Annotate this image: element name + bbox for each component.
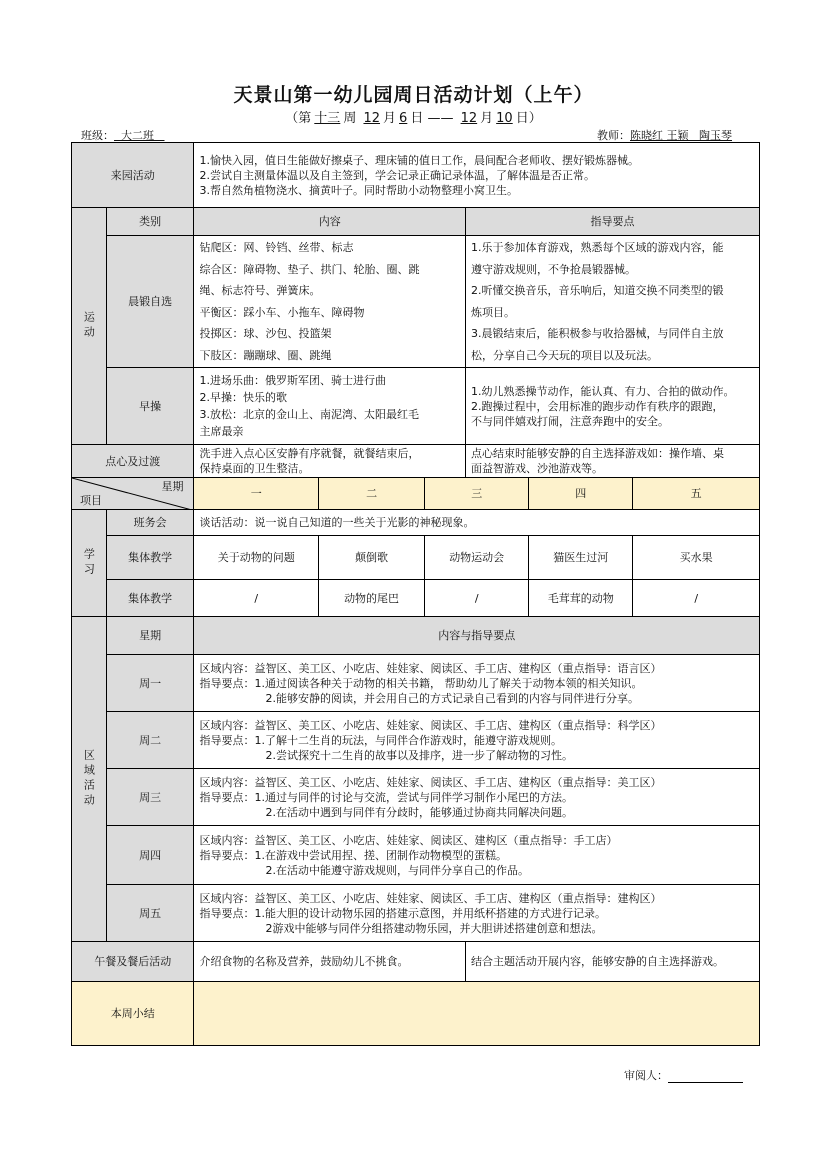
meeting-content: 谈话活动：说一说自己知道的一些关于光影的神秘现象。 (194, 510, 760, 536)
weekday-fri: 五 (633, 478, 760, 510)
lunch-left: 介绍食物的名称及营养，鼓励幼儿不挑食。 (194, 942, 465, 982)
category-header: 类别 (106, 208, 194, 236)
exercise-header-row (72, 208, 760, 236)
group1-fri: 买水果 (633, 536, 760, 580)
weekday-wed: 三 (425, 478, 529, 510)
area-section-label: 区域活动 (72, 617, 107, 942)
area-row (72, 655, 760, 712)
summary-row (72, 982, 760, 1046)
group1-tue: 颠倒歌 (319, 536, 425, 580)
arrival-row (72, 143, 760, 208)
area-day-content: 区域内容：益智区、美工区、小吃店、娃娃家、阅读区、建构区（重点指导：手工店） 指导要点：1.在游戏中尝试用捏、搓、团制作动物模型的蛋糕。 2.在活动中能遵守游戏规则，与同伴分享自己的作品。 (194, 826, 760, 885)
area-content-header: 内容与指导要点 (194, 617, 760, 655)
group2-thu: 毛茸茸的动物 (529, 580, 633, 617)
group2-tue: 动物的尾巴 (319, 580, 425, 617)
lunch-label: 午餐及餐后活动 (72, 942, 194, 982)
drill-guide: 1.幼儿熟悉操节动作，能认真、有力、合拍的做动作。 2.跑操过程中，会用标准的跑步动作有秩序的跟跑， 不与同伴嬉戏打闹，注意奔跑中的安全。 (465, 368, 759, 445)
area-day-content: 区域内容：益智区、美工区、小吃店、娃娃家、阅读区、手工店、建构区（重点指导：语言区） 指导要点：1.通过阅读各种关于动物的相关书籍， 帮助幼儿了解关于动物本领的相关知识。 2.能够安静的阅读，并会用自己的方式记录自己看到的内容与同伴进行分享。 (194, 655, 760, 712)
area-day-label: 周一 (106, 655, 194, 712)
area-day-label: 周二 (106, 712, 194, 769)
summary-content[interactable] (194, 982, 760, 1046)
arrival-content: 1.愉快入园，值日生能做好擦桌子、理床铺的值日工作，晨间配合老师收、摆好锻炼器械。 2.尝试自主测量体温以及自主签到，学会记录正确记录体温，了解体温是否正常。 3.帮自然角植物浇水、摘黄叶子。同时帮助小动物整理小窝卫生。 (194, 143, 760, 208)
area-day-label: 周五 (106, 885, 194, 942)
reviewer-signature: 审阅人： (624, 1067, 743, 1083)
weekday-tue: 二 (319, 478, 425, 510)
group-teaching-row-1 (72, 536, 760, 580)
area-day-content: 区域内容：益智区、美工区、小吃店、娃娃家、阅读区、手工店、建构区（重点指导：建构区） 指导要点：1.能大胆的设计动物乐园的搭建示意图，并用纸杯搭建的方式进行记录。 2游戏中能够与同伴分组搭建动物乐园，并大胆讲述搭建创意和想法。 (194, 885, 760, 942)
morning-row (72, 236, 760, 368)
weekday-header-row (72, 478, 760, 510)
meeting-row (72, 510, 760, 536)
group2-label: 集体教学 (106, 580, 194, 617)
weekday-corner: 星期 项目 (72, 478, 194, 510)
group2-fri: / (633, 580, 760, 617)
area-row (72, 769, 760, 826)
drill-row (72, 368, 760, 445)
area-day-label: 周三 (106, 769, 194, 826)
plan-table (71, 142, 760, 1046)
snack-right: 点心结束时能够安静的自主选择游戏如：操作墙、桌 面益智游戏、沙池游戏等。 (465, 445, 759, 478)
group2-mon: / (194, 580, 319, 617)
area-day-content: 区域内容：益智区、美工区、小吃店、娃娃家、阅读区、手工店、建构区（重点指导：科学区） 指导要点：1.了解十二生肖的玩法，与同伴合作游戏时，能遵守游戏规则。 2.尝试探究十二生肖的故事以及排序，进一步了解动物的习性。 (194, 712, 760, 769)
summary-label: 本周小结 (72, 982, 194, 1046)
area-header-row (72, 617, 760, 655)
study-section-label: 学习 (72, 510, 107, 617)
morning-label: 晨锻自选 (106, 236, 194, 368)
morning-content: 钻爬区：网、铃铛、丝带、标志 综合区：障碍物、垫子、拱门、轮胎、圈、跳 绳、标志符号、弹簧床。 平衡区：踩小车、小拖车、障碍物 投掷区：球、沙包、投篮架 下肢区：蹦蹦球、圈、跳绳 (194, 236, 465, 368)
exercise-section-label: 运动 (72, 208, 107, 445)
group1-mon: 关于动物的问题 (194, 536, 319, 580)
snack-row (72, 445, 760, 478)
meeting-label: 班务会 (106, 510, 194, 536)
group1-wed: 动物运动会 (425, 536, 529, 580)
drill-label: 早操 (106, 368, 194, 445)
arrival-label: 来园活动 (72, 143, 194, 208)
area-week-header: 星期 (106, 617, 194, 655)
area-row (72, 826, 760, 885)
teacher-info: 教师：陈晓红 王颖 陶玉琴 (597, 129, 732, 142)
weekday-thu: 四 (529, 478, 633, 510)
group2-wed: / (425, 580, 529, 617)
area-row (72, 885, 760, 942)
morning-guide: 1.乐于参加体育游戏，熟悉每个区域的游戏内容，能 遵守游戏规则，不争抢晨锻器械。 2.听懂交换音乐，音乐响后，知道交换不同类型的锻 炼项目。 3.晨锻结束后，能积极参与收拾器械，与同伴自主放 松，分享自己今天玩的项目以及玩法。 (465, 236, 759, 368)
group1-thu: 猫医生过河 (529, 536, 633, 580)
class-info: 班级： 大二班 (81, 129, 154, 142)
drill-content: 1.进场乐曲：俄罗斯军团、骑士进行曲 2.早操：快乐的歌 3.放松：北京的金山上、南泥湾、太阳最红毛 主席最亲 (194, 368, 465, 445)
group1-label: 集体教学 (106, 536, 194, 580)
area-day-label: 周四 (106, 826, 194, 885)
lunch-right: 结合主题活动开展内容，能够安静的自主选择游戏。 (465, 942, 759, 982)
content-header: 内容 (194, 208, 465, 236)
snack-label: 点心及过渡 (72, 445, 194, 478)
weekday-mon: 一 (194, 478, 319, 510)
lunch-row (72, 942, 760, 982)
area-row (72, 712, 760, 769)
snack-left: 洗手进入点心区安静有序就餐，就餐结束后， 保持桌面的卫生整洁。 (194, 445, 465, 478)
area-day-content: 区域内容：益智区、美工区、小吃店、娃娃家、阅读区、手工店、建构区（重点指导：美工区） 指导要点：1.通过与同伴的讨论与交流，尝试与同伴学习制作小尾巴的方法。 2.在活动中遇到与同伴有分歧时，能够通过协商共同解决问题。 (194, 769, 760, 826)
guide-header: 指导要点 (465, 208, 759, 236)
date-range: （第 十三 周 12 月 6 日 —— 12 月 10 日） (285, 111, 542, 126)
reviewer-blank[interactable] (668, 1070, 743, 1083)
group-teaching-row-2 (72, 580, 760, 617)
page-title: 天景山第一幼儿园周日活动计划（上午） (233, 84, 594, 106)
